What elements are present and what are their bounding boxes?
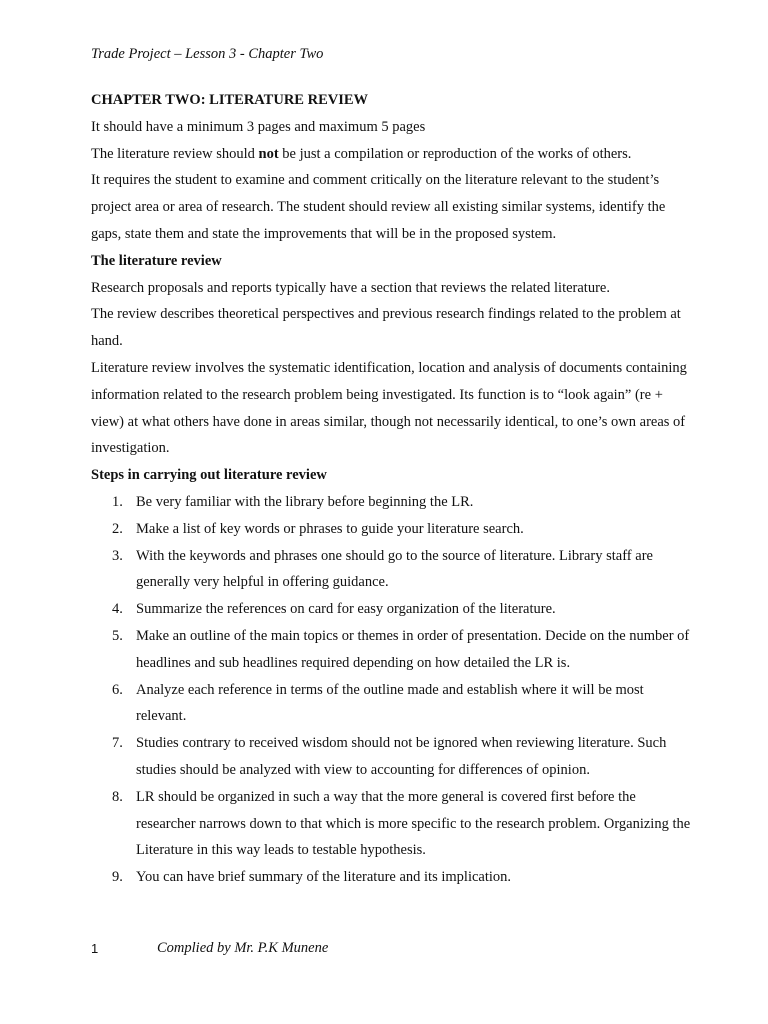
list-number: 2.: [112, 520, 123, 537]
list-number: 9.: [112, 869, 123, 886]
list-item: [91, 677, 691, 731]
list-text: Summarize the references on card for easy organization of the literature.: [136, 601, 556, 618]
list-text: With the keywords and phrases one should go to the source of literature. Library staff are generally very helpful in offering guidance.: [136, 547, 653, 591]
list-item: [91, 596, 691, 623]
list-item: [91, 516, 691, 543]
footer-author: Complied by Mr. P.K Munene: [157, 940, 329, 956]
list-item: [91, 623, 691, 677]
list-number: 3.: [112, 547, 123, 564]
bold-word: not: [258, 145, 279, 162]
paragraph-not-compilation: [91, 141, 691, 168]
list-number: 8.: [112, 788, 123, 805]
text-segment: be just a compilation or reproduction of the works of others.: [278, 145, 632, 162]
page-number: 1: [91, 941, 99, 956]
page-header: Trade Project – Lesson 3 - Chapter Two: [91, 46, 324, 62]
literature-review-heading: The literature review: [91, 252, 222, 269]
list-item: [91, 730, 691, 784]
list-item: [91, 489, 691, 516]
paragraph-research-proposals: Research proposals and reports typically have a section that reviews the related literature.: [91, 279, 610, 296]
steps-heading: Steps in carrying out literature review: [91, 467, 327, 484]
list-item: [91, 543, 691, 597]
list-text: Make a list of key words or phrases to guide your literature search.: [136, 520, 524, 537]
list-text: Make an outline of the main topics or themes in order of presentation. Decide on the number of headlines and sub headlines required depending on how detailed the LR is.: [136, 627, 690, 671]
text-segment: The literature review should: [91, 145, 259, 162]
list-text: Be very familiar with the library before beginning the LR.: [136, 493, 474, 510]
page-content: [91, 87, 691, 891]
list-text: Studies contrary to received wisdom should not be ignored when reviewing literature. Such studies should be analyzed with view to accounting for differences of opinion.: [136, 735, 667, 778]
paragraph-critical-examination: It requires the student to examine and comment critically on the literature relevant to the student’s project area or area of research. The student should review all existing similar systems, identify the gaps, state them and state the improvements that will be in the proposed system.: [91, 172, 666, 242]
paragraph-theoretical-perspectives: The review describes theoretical perspectives and previous research findings related to the problem at hand.: [91, 306, 681, 350]
steps-list: [91, 489, 691, 891]
list-text: Analyze each reference in terms of the outline made and establish where it will be most relevant.: [136, 681, 644, 725]
list-number: 7.: [112, 735, 123, 752]
chapter-heading: CHAPTER TWO: LITERATURE REVIEW: [91, 92, 369, 108]
list-text: You can have brief summary of the literature and its implication.: [136, 869, 512, 886]
list-item: [91, 864, 691, 891]
list-number: 4.: [112, 601, 123, 618]
list-text: LR should be organized in such a way that the more general is covered first before the researcher narrows down to that which is more specific to the research problem. Organizing the Literature in this way leads to testable hypothesis.: [136, 788, 691, 859]
paragraph-page-requirement: It should have a minimum 3 pages and maximum 5 pages: [91, 118, 426, 135]
paragraph-systematic-identification: Literature review involves the systematic identification, location and analysis of documents containing information related to the research problem being investigated. Its function is to “look again” (re + view) at what others have done in areas similar, though not necessarily identical, to one’s own areas of investigation.: [91, 359, 687, 457]
list-item: [91, 784, 691, 864]
list-number: 1.: [112, 493, 123, 510]
list-number: 5.: [112, 627, 123, 644]
list-number: 6.: [112, 681, 123, 698]
